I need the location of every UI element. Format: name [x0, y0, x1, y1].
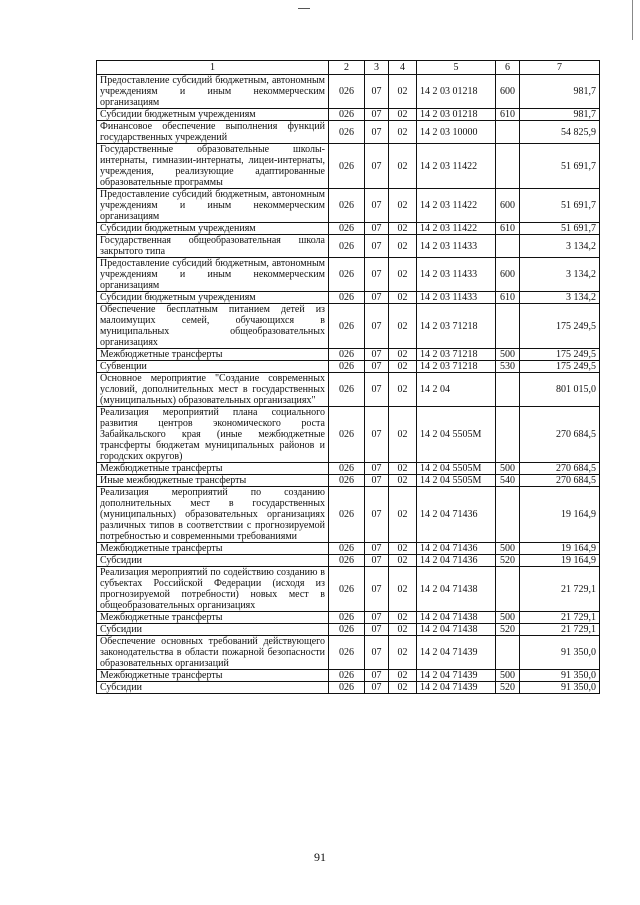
- row-subsection-code: 02: [389, 670, 417, 682]
- row-name: Субвенции: [97, 361, 329, 373]
- row-amount: 51 691,7: [520, 189, 600, 223]
- scan-mark: [298, 8, 310, 9]
- row-amount: 91 350,0: [520, 670, 600, 682]
- header-col-1: 1: [97, 61, 329, 75]
- row-name: Субсидии: [97, 555, 329, 567]
- row-amount: 270 684,5: [520, 463, 600, 475]
- row-section-code: 07: [365, 223, 389, 235]
- table-row: [97, 189, 600, 223]
- row-section-code: 07: [365, 555, 389, 567]
- row-subsection-code: 02: [389, 349, 417, 361]
- row-target-code: 14 2 04 5505M: [417, 407, 496, 463]
- row-ministry-code: 026: [329, 373, 365, 407]
- table-row: [97, 304, 600, 349]
- row-section-code: 07: [365, 487, 389, 543]
- row-expense-type: [496, 636, 520, 670]
- row-ministry-code: 026: [329, 407, 365, 463]
- row-amount: 54 825,9: [520, 121, 600, 144]
- row-name: Обеспечение бесплатным питанием детей из малоимущих семей, обучающихся в муниципальных общеобразовательных организациях: [97, 304, 329, 349]
- row-expense-type: [496, 487, 520, 543]
- row-target-code: 14 2 04 71436: [417, 543, 496, 555]
- row-target-code: 14 2 04: [417, 373, 496, 407]
- table-row: [97, 555, 600, 567]
- row-expense-type: 540: [496, 475, 520, 487]
- table-row: [97, 670, 600, 682]
- page-number: 91: [314, 850, 326, 864]
- row-target-code: 14 2 03 01218: [417, 75, 496, 109]
- row-section-code: 07: [365, 121, 389, 144]
- row-subsection-code: 02: [389, 223, 417, 235]
- row-expense-type: [496, 304, 520, 349]
- table-row: [97, 361, 600, 373]
- row-expense-type: [496, 121, 520, 144]
- row-ministry-code: 026: [329, 235, 365, 258]
- table-row: [97, 567, 600, 612]
- row-expense-type: [496, 407, 520, 463]
- table-row: [97, 463, 600, 475]
- row-section-code: 07: [365, 109, 389, 121]
- table-row: [97, 682, 600, 694]
- row-subsection-code: 02: [389, 373, 417, 407]
- row-name: Предоставление субсидий бюджетным, автономным учреждениям и иным некоммерческим организациям: [97, 258, 329, 292]
- row-name: Иные межбюджетные трансферты: [97, 475, 329, 487]
- row-amount: 801 015,0: [520, 373, 600, 407]
- row-subsection-code: 02: [389, 682, 417, 694]
- table-row: [97, 636, 600, 670]
- row-section-code: 07: [365, 463, 389, 475]
- header-col-4: 4: [389, 61, 417, 75]
- row-amount: 175 249,5: [520, 349, 600, 361]
- row-target-code: 14 2 03 11422: [417, 223, 496, 235]
- row-section-code: 07: [365, 235, 389, 258]
- row-subsection-code: 02: [389, 487, 417, 543]
- table-row: [97, 487, 600, 543]
- row-amount: 21 729,1: [520, 624, 600, 636]
- row-section-code: 07: [365, 304, 389, 349]
- table-body: [97, 75, 600, 694]
- row-section-code: 07: [365, 624, 389, 636]
- row-expense-type: 500: [496, 349, 520, 361]
- row-expense-type: 500: [496, 612, 520, 624]
- row-name: Межбюджетные трансферты: [97, 670, 329, 682]
- row-ministry-code: 026: [329, 463, 365, 475]
- row-name: Субсидии: [97, 624, 329, 636]
- row-target-code: 14 2 04 71436: [417, 487, 496, 543]
- row-target-code: 14 2 03 11422: [417, 189, 496, 223]
- row-subsection-code: 02: [389, 612, 417, 624]
- row-expense-type: 500: [496, 670, 520, 682]
- row-ministry-code: 026: [329, 121, 365, 144]
- row-section-code: 07: [365, 144, 389, 189]
- row-name: Обеспечение основных требований действующего законодательства в области пожарной безопасности образовательных организаций: [97, 636, 329, 670]
- row-section-code: 07: [365, 373, 389, 407]
- row-name: Субсидии: [97, 682, 329, 694]
- row-expense-type: 500: [496, 543, 520, 555]
- row-ministry-code: 026: [329, 258, 365, 292]
- row-section-code: 07: [365, 567, 389, 612]
- row-expense-type: 600: [496, 258, 520, 292]
- table-row: [97, 407, 600, 463]
- row-name: Государственные образовательные школы-интернаты, гимназии-интернаты, лицеи-интернаты, учреждения, реализующие адаптированные образовательные программы: [97, 144, 329, 189]
- row-target-code: 14 2 04 71438: [417, 624, 496, 636]
- row-subsection-code: 02: [389, 543, 417, 555]
- row-ministry-code: 026: [329, 543, 365, 555]
- row-name: Субсидии бюджетным учреждениям: [97, 109, 329, 121]
- row-expense-type: 520: [496, 682, 520, 694]
- row-ministry-code: 026: [329, 670, 365, 682]
- row-expense-type: 610: [496, 292, 520, 304]
- row-amount: 3 134,2: [520, 235, 600, 258]
- row-expense-type: 610: [496, 109, 520, 121]
- row-expense-type: [496, 144, 520, 189]
- row-ministry-code: 026: [329, 304, 365, 349]
- row-ministry-code: 026: [329, 292, 365, 304]
- row-ministry-code: 026: [329, 361, 365, 373]
- row-target-code: 14 2 03 11422: [417, 144, 496, 189]
- row-amount: 3 134,2: [520, 258, 600, 292]
- row-section-code: 07: [365, 258, 389, 292]
- row-name: Предоставление субсидий бюджетным, автономным учреждениям и иным некоммерческим организациям: [97, 75, 329, 109]
- row-name: Реализация мероприятий по содействию созданию в субъектах Российской Федерации (исходя из прогнозируемой потребности) новых мест в общеобразовательных организациях: [97, 567, 329, 612]
- row-target-code: 14 2 04 71439: [417, 636, 496, 670]
- row-amount: 21 729,1: [520, 567, 600, 612]
- row-ministry-code: 026: [329, 109, 365, 121]
- row-subsection-code: 02: [389, 109, 417, 121]
- row-section-code: 07: [365, 361, 389, 373]
- row-name: Субсидии бюджетным учреждениям: [97, 292, 329, 304]
- table-row: [97, 543, 600, 555]
- row-subsection-code: 02: [389, 121, 417, 144]
- row-subsection-code: 02: [389, 361, 417, 373]
- table-row: [97, 223, 600, 235]
- row-section-code: 07: [365, 636, 389, 670]
- row-amount: 981,7: [520, 109, 600, 121]
- row-amount: 51 691,7: [520, 144, 600, 189]
- row-target-code: 14 2 03 10000: [417, 121, 496, 144]
- row-amount: 91 350,0: [520, 682, 600, 694]
- row-subsection-code: 02: [389, 235, 417, 258]
- row-ministry-code: 026: [329, 223, 365, 235]
- row-target-code: 14 2 04 71439: [417, 670, 496, 682]
- row-ministry-code: 026: [329, 487, 365, 543]
- row-section-code: 07: [365, 682, 389, 694]
- row-section-code: 07: [365, 189, 389, 223]
- row-name: Межбюджетные трансферты: [97, 543, 329, 555]
- row-subsection-code: 02: [389, 567, 417, 612]
- row-ministry-code: 026: [329, 612, 365, 624]
- row-target-code: 14 2 03 11433: [417, 292, 496, 304]
- row-expense-type: 600: [496, 189, 520, 223]
- table-row: [97, 624, 600, 636]
- header-col-3: 3: [365, 61, 389, 75]
- row-amount: 3 134,2: [520, 292, 600, 304]
- row-subsection-code: 02: [389, 304, 417, 349]
- row-section-code: 07: [365, 75, 389, 109]
- row-amount: 981,7: [520, 75, 600, 109]
- row-subsection-code: 02: [389, 189, 417, 223]
- table-row: [97, 121, 600, 144]
- row-name: Основное мероприятие "Создание современных условий, дополнительных мест в государственных (муниципальных) образовательных организациях": [97, 373, 329, 407]
- row-ministry-code: 026: [329, 475, 365, 487]
- row-subsection-code: 02: [389, 258, 417, 292]
- row-name: Межбюджетные трансферты: [97, 349, 329, 361]
- row-amount: 175 249,5: [520, 304, 600, 349]
- row-subsection-code: 02: [389, 475, 417, 487]
- table-row: [97, 373, 600, 407]
- header-col-2: 2: [329, 61, 365, 75]
- row-section-code: 07: [365, 670, 389, 682]
- row-name: Межбюджетные трансферты: [97, 612, 329, 624]
- row-subsection-code: 02: [389, 75, 417, 109]
- row-target-code: 14 2 03 71218: [417, 361, 496, 373]
- row-name: Субсидии бюджетным учреждениям: [97, 223, 329, 235]
- row-ministry-code: 026: [329, 144, 365, 189]
- row-section-code: 07: [365, 612, 389, 624]
- row-target-code: 14 2 04 71439: [417, 682, 496, 694]
- row-target-code: 14 2 04 71438: [417, 567, 496, 612]
- row-ministry-code: 026: [329, 567, 365, 612]
- row-expense-type: 610: [496, 223, 520, 235]
- row-ministry-code: 026: [329, 349, 365, 361]
- scan-edge-mark: [632, 0, 633, 40]
- table-row: [97, 235, 600, 258]
- row-amount: 19 164,9: [520, 487, 600, 543]
- table-row: [97, 349, 600, 361]
- row-section-code: 07: [365, 407, 389, 463]
- row-name: Финансовое обеспечение выполнения функций государственных учреждений: [97, 121, 329, 144]
- row-expense-type: [496, 373, 520, 407]
- row-target-code: 14 2 03 01218: [417, 109, 496, 121]
- table-row: [97, 612, 600, 624]
- row-name: Реализация мероприятий по созданию дополнительных мест в государственных (муниципальных) образовательных организациях различных типов в соответствии с прогнозируемой потребностью и современными требованиями: [97, 487, 329, 543]
- row-name: Реализация мероприятий плана социального развития центров экономического роста Забайкальского края (иные межбюджетные трансферты бюджетам муниципальных районов и городских округов): [97, 407, 329, 463]
- row-name: Межбюджетные трансферты: [97, 463, 329, 475]
- row-section-code: 07: [365, 543, 389, 555]
- row-ministry-code: 026: [329, 682, 365, 694]
- table-row: [97, 292, 600, 304]
- row-target-code: 14 2 03 11433: [417, 258, 496, 292]
- row-target-code: 14 2 03 11433: [417, 235, 496, 258]
- row-name: Государственная общеобразовательная школа закрытого типа: [97, 235, 329, 258]
- row-ministry-code: 026: [329, 189, 365, 223]
- row-expense-type: 520: [496, 555, 520, 567]
- row-amount: 175 249,5: [520, 361, 600, 373]
- row-amount: 19 164,9: [520, 555, 600, 567]
- budget-table: [96, 60, 600, 694]
- row-expense-type: 530: [496, 361, 520, 373]
- row-target-code: 14 2 04 71436: [417, 555, 496, 567]
- row-section-code: 07: [365, 349, 389, 361]
- row-amount: 91 350,0: [520, 636, 600, 670]
- row-section-code: 07: [365, 475, 389, 487]
- row-amount: 19 164,9: [520, 543, 600, 555]
- row-subsection-code: 02: [389, 636, 417, 670]
- row-target-code: 14 2 03 71218: [417, 304, 496, 349]
- row-ministry-code: 026: [329, 555, 365, 567]
- row-name: Предоставление субсидий бюджетным, автономным учреждениям и иным некоммерческим организациям: [97, 189, 329, 223]
- row-subsection-code: 02: [389, 463, 417, 475]
- row-subsection-code: 02: [389, 555, 417, 567]
- table-row: [97, 75, 600, 109]
- row-ministry-code: 026: [329, 75, 365, 109]
- row-section-code: 07: [365, 292, 389, 304]
- row-subsection-code: 02: [389, 144, 417, 189]
- row-expense-type: 600: [496, 75, 520, 109]
- row-amount: 21 729,1: [520, 612, 600, 624]
- row-amount: 270 684,5: [520, 475, 600, 487]
- row-expense-type: [496, 235, 520, 258]
- row-ministry-code: 026: [329, 636, 365, 670]
- row-subsection-code: 02: [389, 407, 417, 463]
- row-expense-type: 520: [496, 624, 520, 636]
- table-row: [97, 258, 600, 292]
- table-row: [97, 475, 600, 487]
- header-col-5: 5: [417, 61, 496, 75]
- row-expense-type: 500: [496, 463, 520, 475]
- header-col-6: 6: [496, 61, 520, 75]
- table-row: [97, 109, 600, 121]
- row-amount: 270 684,5: [520, 407, 600, 463]
- row-expense-type: [496, 567, 520, 612]
- table-row: [97, 144, 600, 189]
- row-target-code: 14 2 04 5505M: [417, 475, 496, 487]
- header-col-7: 7: [520, 61, 600, 75]
- row-ministry-code: 026: [329, 624, 365, 636]
- table-header-row: [97, 61, 600, 75]
- row-subsection-code: 02: [389, 624, 417, 636]
- row-target-code: 14 2 04 5505M: [417, 463, 496, 475]
- row-amount: 51 691,7: [520, 223, 600, 235]
- row-target-code: 14 2 04 71438: [417, 612, 496, 624]
- row-target-code: 14 2 03 71218: [417, 349, 496, 361]
- row-subsection-code: 02: [389, 292, 417, 304]
